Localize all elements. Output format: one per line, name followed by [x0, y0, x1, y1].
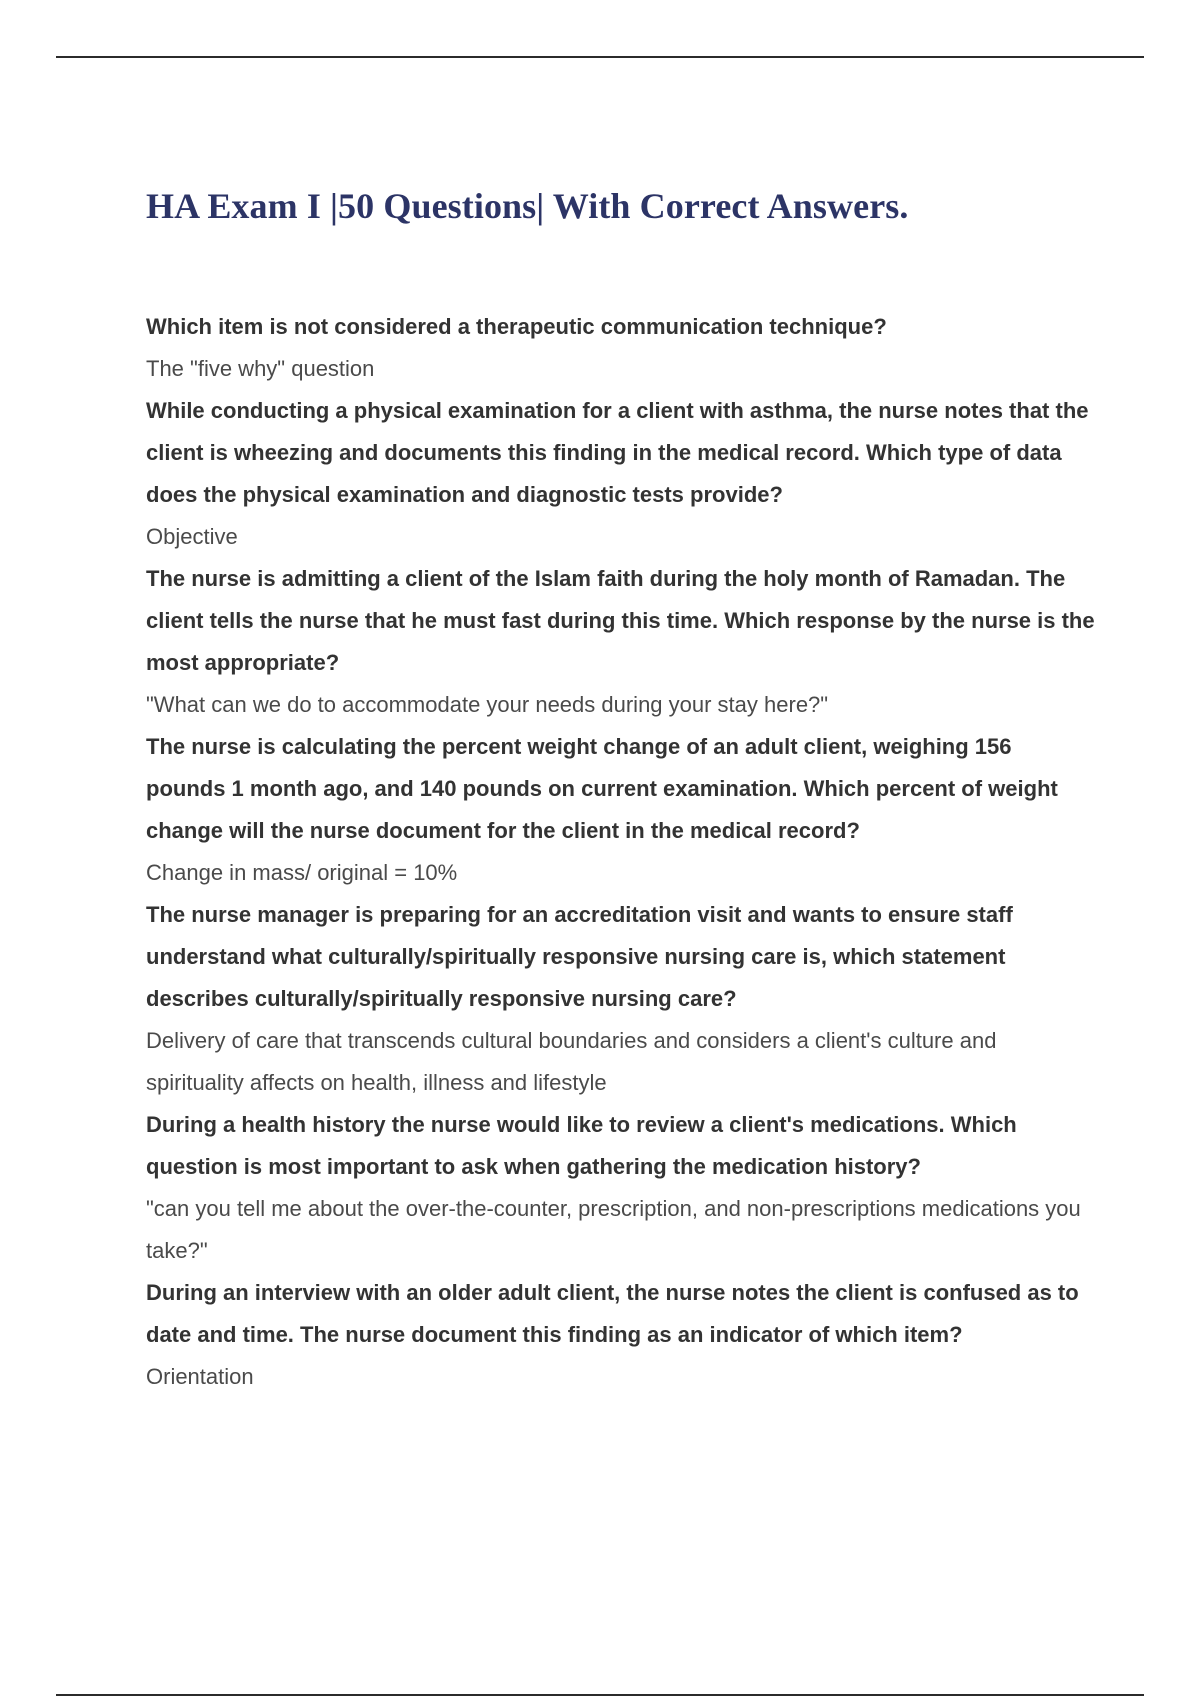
- answer-2: Objective: [146, 524, 238, 549]
- question-1: Which item is not considered a therapeutic communication technique?: [146, 314, 887, 339]
- top-rule: [56, 56, 1144, 58]
- question-3: The nurse is admitting a client of the Islam faith during the holy month of Ramadan. The client tells the nurse that he must fast during this time. Which response by the nurse is the most appropriate?: [146, 566, 1095, 675]
- document-title: HA Exam I |50 Questions| With Correct Answers.: [146, 186, 909, 226]
- question-4: The nurse is calculating the percent weight change of an adult client, weighing 156 pounds 1 month ago, and 140 pounds on current examination. Which percent of weight change will the nurse document for the client in the medical record?: [146, 734, 1058, 843]
- bottom-rule: [56, 1694, 1144, 1696]
- question-7: During an interview with an older adult client, the nurse notes the client is confused as to date and time. The nurse document this finding as an indicator of which item?: [146, 1280, 1079, 1347]
- answer-5: Delivery of care that transcends cultural boundaries and considers a client's culture and spirituality affects on health, illness and lifestyle: [146, 1028, 997, 1095]
- question-2: While conducting a physical examination for a client with asthma, the nurse notes that the client is wheezing and documents this finding in the medical record. Which type of data does the physical examination and diagnostic tests provide?: [146, 398, 1089, 507]
- question-5: The nurse manager is preparing for an accreditation visit and wants to ensure staff understand what culturally/spiritually responsive nursing care is, which statement describes culturally/spiritually responsive nursing care?: [146, 902, 1013, 1011]
- qa-list: [146, 306, 1096, 1398]
- answer-3: "What can we do to accommodate your needs during your stay here?": [146, 692, 829, 717]
- answer-4: Change in mass/ original = 10%: [146, 860, 458, 885]
- answer-7: Orientation: [146, 1364, 254, 1389]
- answer-1: The "five why" question: [146, 356, 375, 381]
- question-6: During a health history the nurse would like to review a client's medications. Which question is most important to ask when gathering the medication history?: [146, 1112, 1017, 1179]
- answer-6: "can you tell me about the over-the-counter, prescription, and non-prescriptions medications you take?": [146, 1196, 1081, 1263]
